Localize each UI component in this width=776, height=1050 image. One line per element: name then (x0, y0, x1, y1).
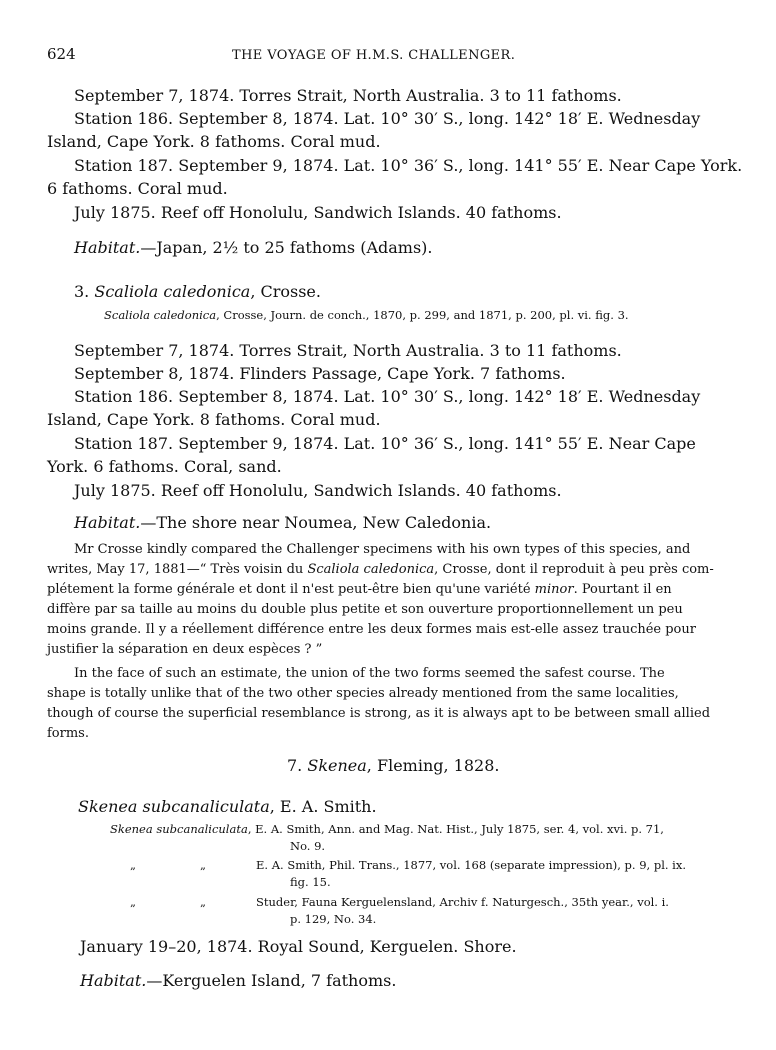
paragraph-line: forms. (47, 726, 89, 741)
species-author: , Crosse. (250, 282, 321, 301)
record-line: 6 fathoms. Coral mud. (47, 179, 228, 198)
record-line: Island, Cape York. 8 fathoms. Coral mud. (47, 410, 381, 429)
reference-text: , E. A. Smith, Ann. and Mag. Nat. Hist., July 1875, ser. 4, vol. xvi. p. 71, (247, 822, 664, 836)
record-line: Station 186. September 8, 1874. Lat. 10° 30′ S., long. 142° 18′ E. Wednesday (74, 387, 701, 406)
reference-name: Scaliola caledonica (104, 308, 217, 322)
record-line: Island, Cape York. 8 fathoms. Coral mud. (47, 132, 381, 151)
ditto-mark: „ (130, 895, 136, 909)
paragraph-line (47, 561, 714, 579)
text-run: , Crosse, dont il reproduit à peu près com- (434, 562, 714, 577)
text-run-italic: minor (534, 582, 574, 597)
text-run: plétement la forme générale et dont il n'est peut-être bien qu'une variété (47, 582, 535, 597)
species-name: Skenea subcanaliculata (78, 797, 270, 816)
page-number: 624 (47, 45, 76, 63)
species-reference (104, 307, 629, 323)
habitat-line (74, 513, 491, 533)
habitat-label: Habitat. (74, 238, 141, 257)
species-heading (74, 282, 321, 302)
record-line: Station 187. September 9, 1874. Lat. 10° 36′ S., long. 141° 55′ E. Near Cape (74, 434, 696, 453)
paragraph-line: Mr Crosse kindly compared the Challenger specimens with his own types of this species, and (74, 542, 691, 557)
species-reference: Studer, Fauna Kerguelensland, Archiv f. Naturgesch., 35th year., vol. i. (256, 895, 669, 909)
reference-continuation: No. 9. (290, 839, 326, 853)
paragraph-line: justifier la séparation en deux espèces ? ” (47, 642, 323, 657)
genus-author: , Fleming, 1828. (366, 756, 500, 775)
record-line: Station 187. September 9, 1874. Lat. 10° 36′ S., long. 141° 55′ E. Near Cape York. (74, 156, 743, 175)
species-author: , E. A. Smith. (269, 797, 377, 816)
text-run: writes, May 17, 1881—“ Très voisin du (47, 562, 308, 577)
running-title: THE VOYAGE OF H.M.S. CHALLENGER. (232, 48, 516, 63)
ditto-mark: „ (200, 858, 206, 872)
species-number: 3. (74, 282, 90, 301)
reference-text: , Crosse, Journ. de conch., 1870, p. 299, and 1871, p. 200, pl. vi. fig. 3. (216, 308, 629, 322)
record-line: York. 6 fathoms. Coral, sand. (47, 457, 282, 476)
habitat-text: —Japan, 2½ to 25 fathoms (Adams). (140, 238, 433, 257)
habitat-line (80, 971, 396, 991)
habitat-label: Habitat. (74, 513, 141, 532)
record-line: September 7, 1874. Torres Strait, North Australia. 3 to 11 fathoms. (74, 86, 622, 105)
text-run: . Pourtant il en (573, 582, 672, 597)
paragraph-line: though of course the superficial resemblance is strong, as it is always apt to be between small allied (47, 706, 711, 721)
record-line: July 1875. Reef off Honolulu, Sandwich Islands. 40 fathoms. (74, 481, 562, 500)
species-reference: E. A. Smith, Phil. Trans., 1877, vol. 168 (separate impression), p. 9, pl. ix. (256, 858, 686, 872)
habitat-label: Habitat. (80, 971, 147, 990)
species-heading (78, 797, 377, 817)
record-line: September 8, 1874. Flinders Passage, Cape York. 7 fathoms. (74, 364, 566, 383)
ditto-mark: „ (200, 895, 206, 909)
text-run-italic: Scaliola caledonica (307, 562, 435, 577)
reference-name: Skenea subcanaliculata (110, 822, 248, 836)
record-line: January 19–20, 1874. Royal Sound, Kerguelen. Shore. (80, 937, 517, 956)
reference-continuation: p. 129, No. 34. (290, 912, 377, 926)
species-reference (110, 821, 664, 837)
record-line: July 1875. Reef off Honolulu, Sandwich Islands. 40 fathoms. (74, 203, 562, 222)
ditto-mark: „ (130, 858, 136, 872)
paragraph-line: shape is totally unlike that of the two other species already mentioned from the same localities, (47, 686, 679, 701)
habitat-text: —Kerguelen Island, 7 fathoms. (146, 971, 397, 990)
paragraph-line: In the face of such an estimate, the union of the two forms seemed the safest course. The (74, 666, 665, 681)
habitat-line (74, 238, 433, 258)
record-line: September 7, 1874. Torres Strait, North Australia. 3 to 11 fathoms. (74, 341, 622, 360)
habitat-text: —The shore near Noumea, New Caledonia. (140, 513, 492, 532)
species-name: Scaliola caledonica (94, 282, 251, 301)
paragraph-line: moins grande. Il y a réellement différence entre les deux formes mais est-elle assez trauchée pour (47, 622, 696, 637)
paragraph-line: diffère par sa taille au moins du double plus petite et son ouverture proportionnellement un peu (47, 602, 683, 617)
record-line: Station 186. September 8, 1874. Lat. 10° 30′ S., long. 142° 18′ E. Wednesday (74, 109, 701, 128)
genus-number: 7. (287, 756, 303, 775)
genus-name: Skenea (307, 756, 367, 775)
reference-continuation: fig. 15. (290, 875, 331, 889)
genus-heading (287, 756, 499, 776)
paragraph-line (47, 581, 672, 599)
